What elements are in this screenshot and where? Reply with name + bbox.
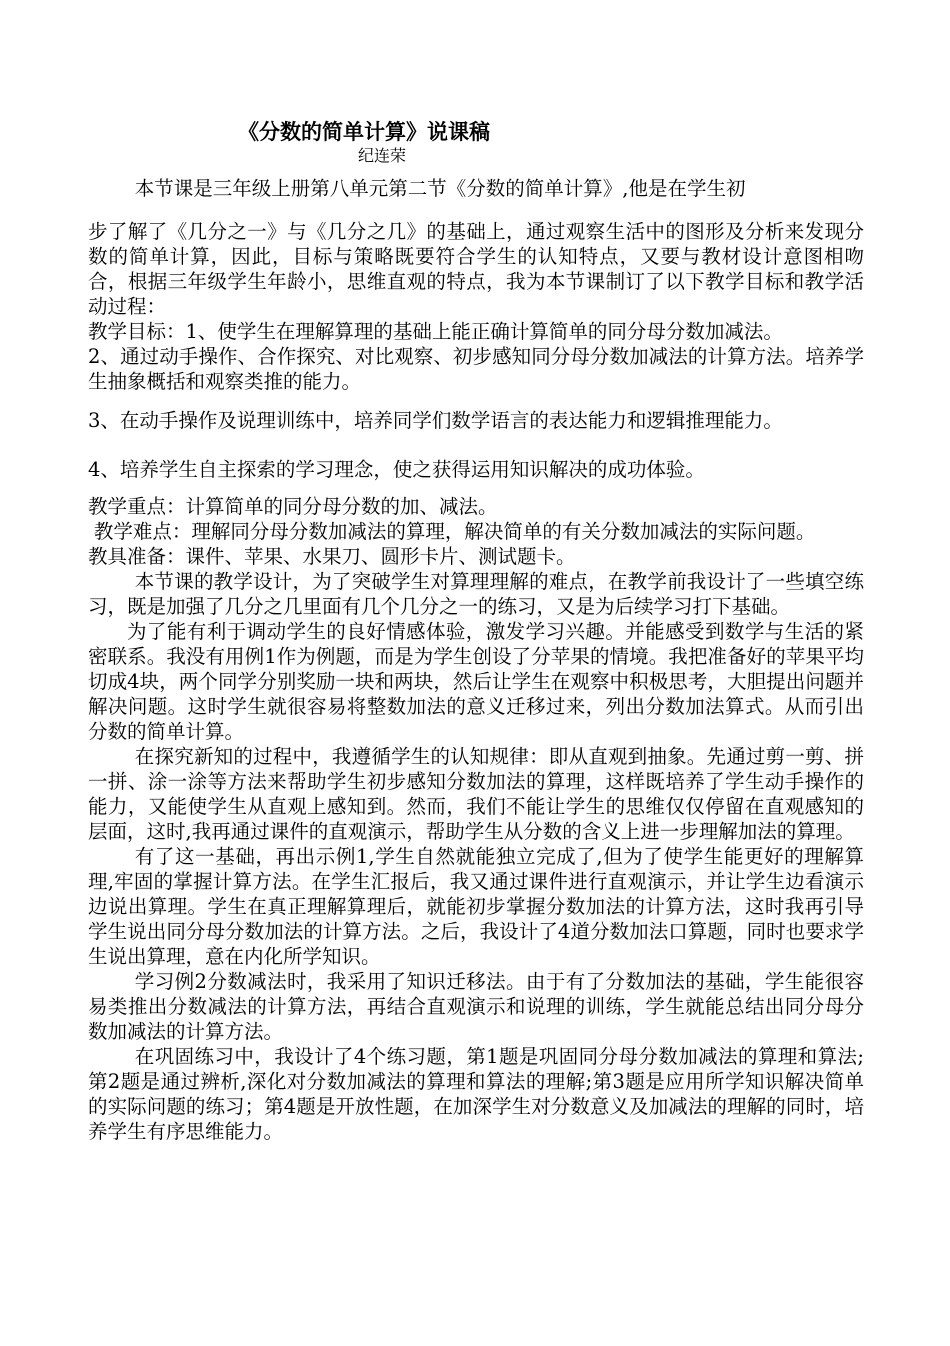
paragraph-example-2: 学习例2分数减法时，我采用了知识迁移法。由于有了分数加法的基础，学生能很容易类推出分数减法的计算方法，再结合直观演示和说理的训练，学生就能总结出同分母分数加减法的计算方法。 [88, 970, 864, 1043]
paragraph-explore: 在探究新知的过程中，我遵循学生的认知规律：即从直观到抽象。先通过剪一剪、拼一拼、涂一涂等方法来帮助学生初步感知分数加法的算理，这样既培养了学生动手操作的能力，又能使学生从直观上感知到。然而，我们不能让学生的思维仅仅停留在直观感知的层面，这时,我再通过课件的直观演示，帮助学生从分数的含义上进一步理解加法的算理。 [88, 745, 864, 843]
document-title: 《分数的简单计算》说课稿 [238, 120, 490, 144]
intro-paragraph: 步了解了《几分之一》与《几分之几》的基础上，通过观察生活中的图形及分析来发现分数的简单计算，因此，目标与策略既要符合学生的认知特点，又要与教材设计意图相吻合，根据三年级学生年龄小，思维直观的特点，我为本节课制订了以下教学目标和教学活动过程： [88, 220, 864, 318]
teaching-key-point: 教学重点：计算简单的同分母分数的加、减法。 [88, 495, 498, 518]
teaching-goal-2: 2、通过动手操作、合作探究、对比观察、初步感知同分母分数加减法的计算方法。培养学生抽象概括和观察类推的能力。 [88, 345, 864, 393]
paragraph-example-1: 有了这一基础，再出示例1,学生自然就能独立完成了,但为了使学生能更好的理解算理,牢固的掌握计算方法。在学生汇报后，我又通过课件进行直观演示，并让学生边看演示边说出算理。学生在真正理解算理后，就能初步掌握分数加法的计算方法，这时我再引导学生说出同分母分数加法的计算方法。之后，我设计了4道分数加法口算题，同时也要求学生说出算理，意在内化所学知识。 [88, 845, 864, 968]
teaching-goal-4: 4、培养学生自主探索的学习理念，使之获得运用知识解决的成功体验。 [88, 458, 705, 481]
paragraph-practice: 在巩固练习中，我设计了4个练习题，第1题是巩固同分母分数加减法的算理和算法;第2题是通过辨析,深化对分数加减法的算理和算法的理解;第3题是应用所学知识解决简单的实际问题的练习；第4题是开放性题，在加深学生对分数意义及加减法的理解的同时，培养学生有序思维能力。 [88, 1045, 864, 1143]
intro-first-line: 本节课是三年级上册第八单元第二节《分数的简单计算》,他是在学生初 [134, 177, 746, 200]
paragraph-design: 本节课的教学设计，为了突破学生对算理理解的难点，在教学前我设计了一些填空练习，既是加强了几分之几里面有几个几分之一的练习，又是为后续学习打下基础。 [88, 570, 864, 618]
author-name: 纪连荣 [358, 146, 407, 165]
teaching-goal-1: 教学目标：1、使学生在理解算理的基础上能正确计算简单的同分母分数加减法。 [88, 320, 783, 343]
teaching-difficulty: 教学难点：理解同分母分数加减法的算理，解决简单的有关分数加减法的实际问题。 [93, 520, 816, 543]
document-page [88, 118, 864, 1144]
teaching-tools: 教具准备：课件、苹果、水果刀、圆形卡片、测试题卡。 [88, 545, 576, 568]
paragraph-interest: 为了能有利于调动学生的良好情感体验，激发学习兴趣。并能感受到数学与生活的紧密联系。我没有用例1作为例题，而是为学生创设了分苹果的情境。我把准备好的苹果平均切成4块，两个同学分别奖励一块和两块，然后让学生在观察中积极思考，大胆提出问题并解决问题。这时学生就很容易将整数加法的意义迁移过来，列出分数加法算式。从而引出分数的简单计算。 [88, 620, 864, 743]
teaching-goal-3: 3、在动手操作及说理训练中，培养同学们数学语言的表达能力和逻辑推理能力。 [88, 409, 783, 432]
